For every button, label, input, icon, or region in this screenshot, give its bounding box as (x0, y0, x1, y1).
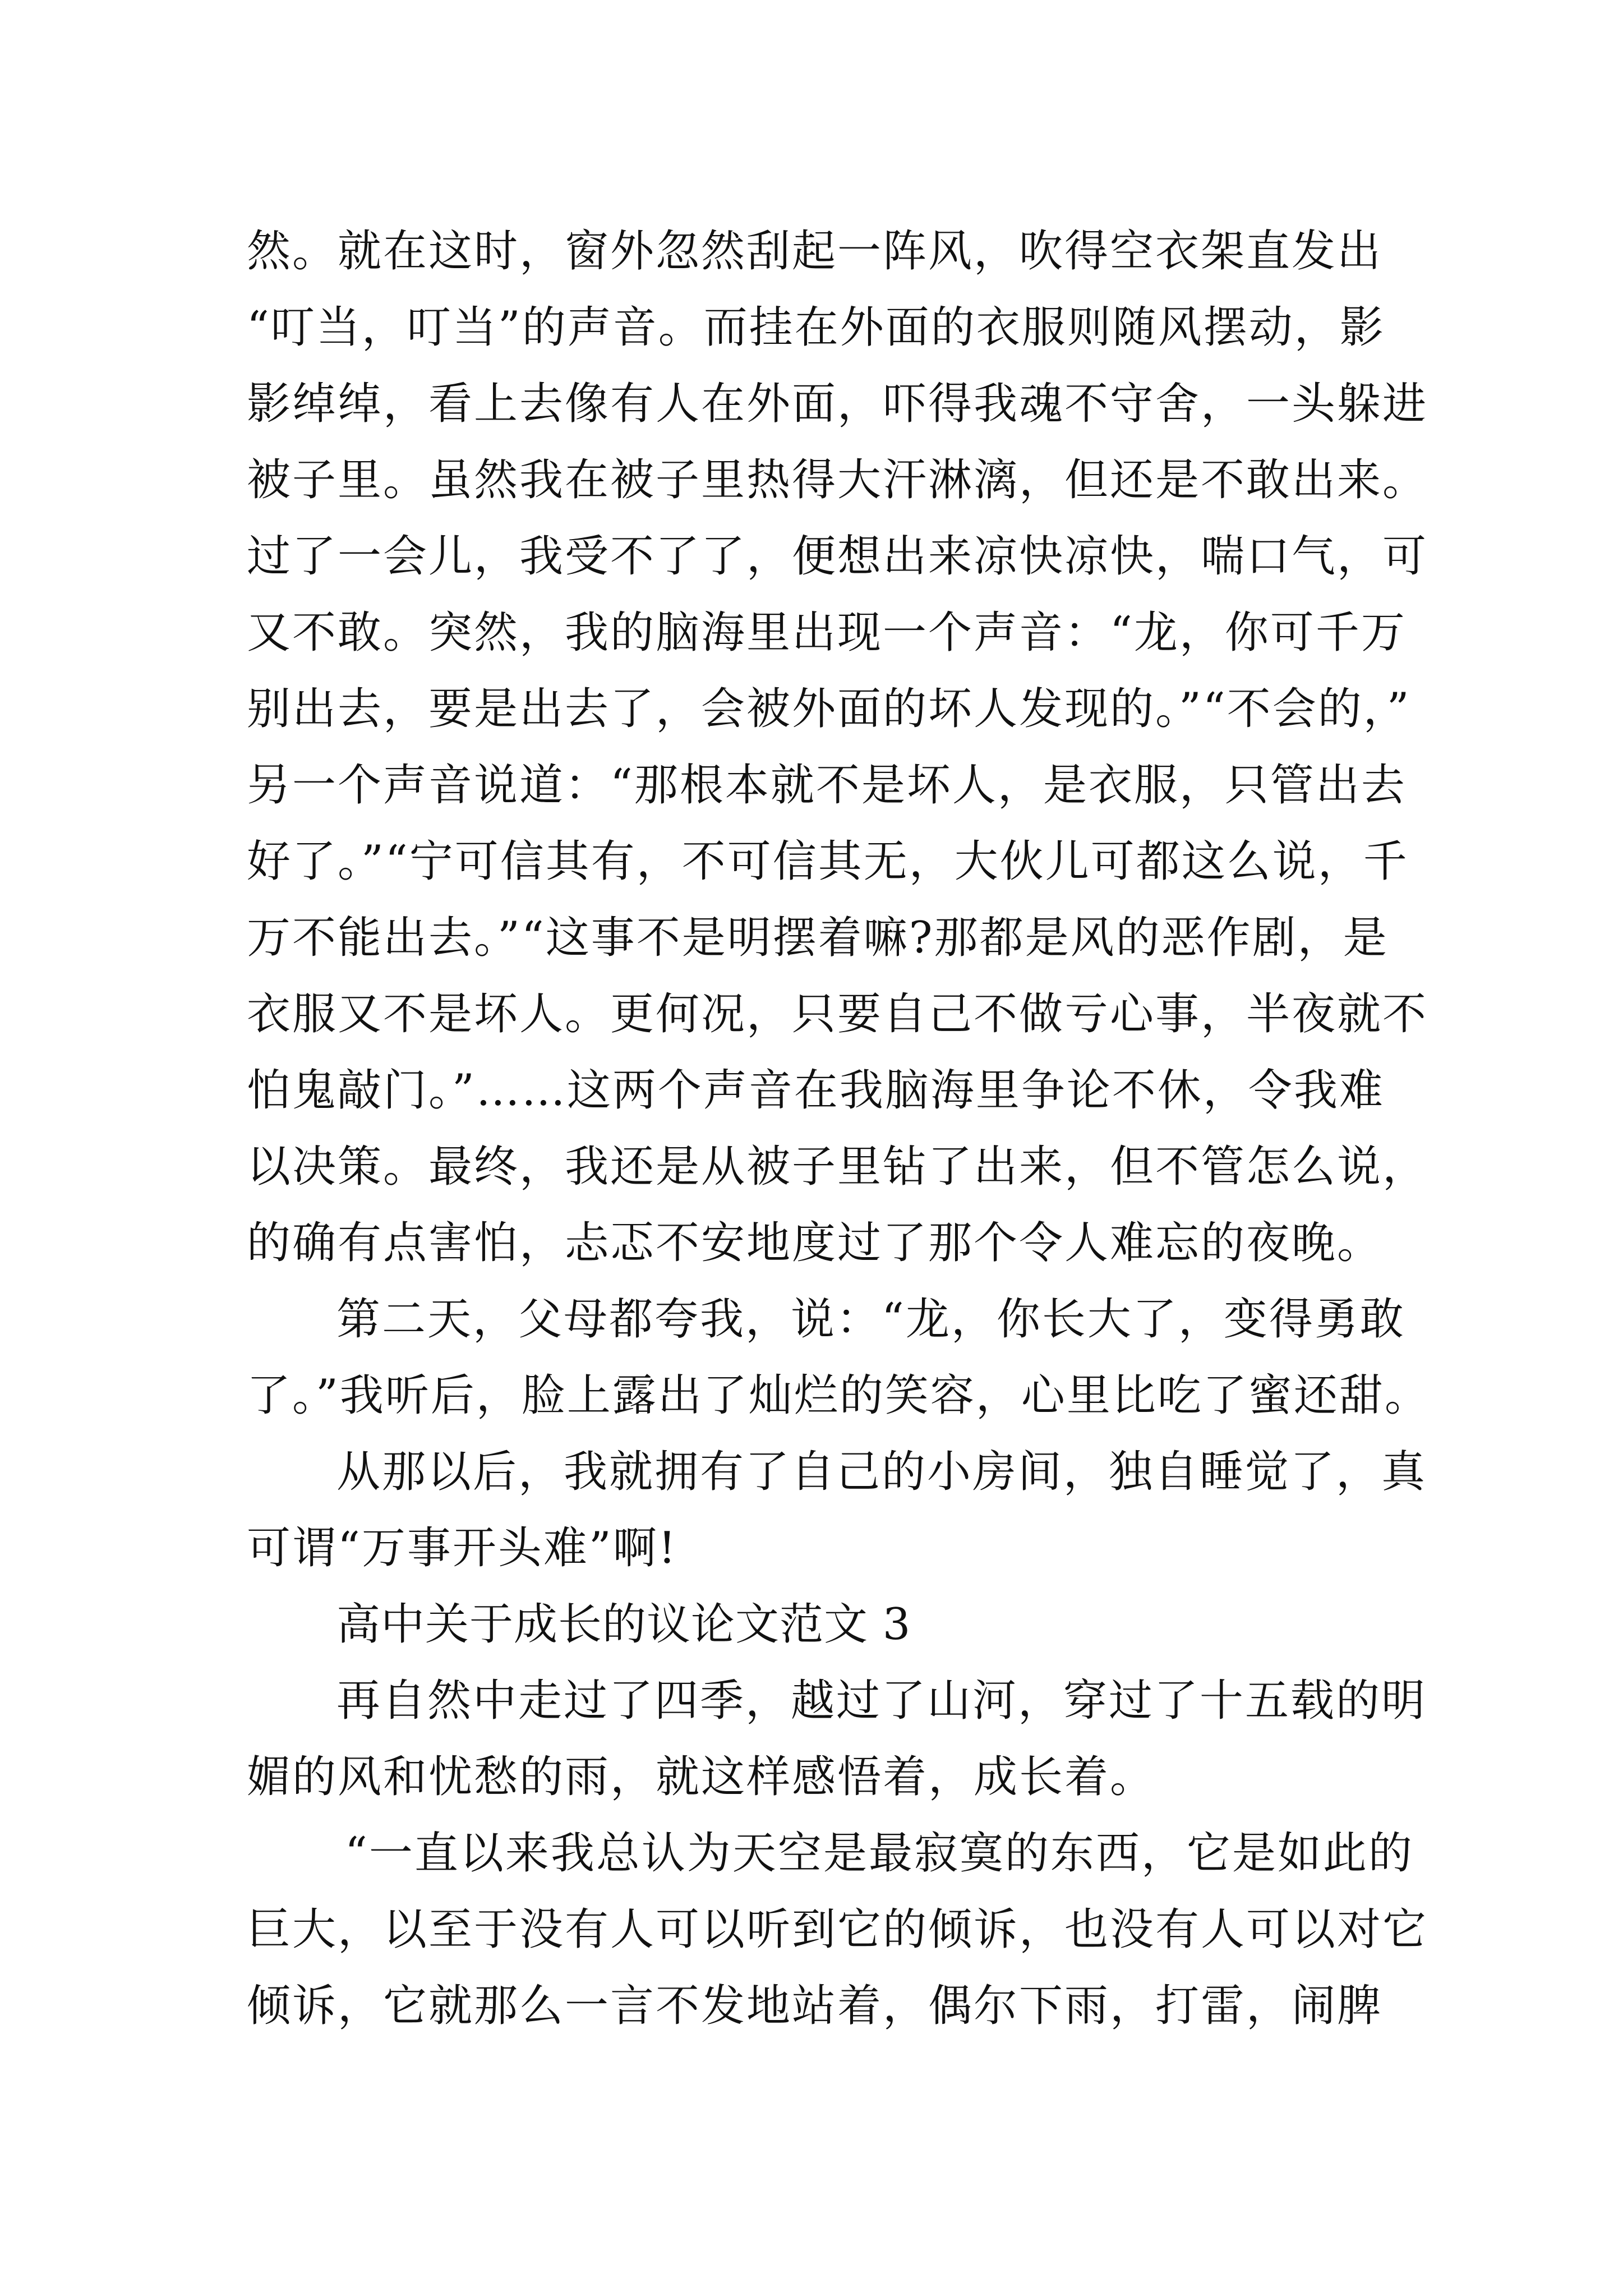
text-line: 别出去，要是出去了，会被外面的坏人发现的。”“不会的，” (247, 684, 1411, 734)
paragraph-start-line: 第二天，父母都夸我，说：“龙，你长大了，变得勇敢 (336, 1294, 1405, 1345)
text-line: 倾诉，它就那么一言不发地站着，偶尔下雨，打雷，闹脾 (247, 1981, 1383, 2031)
paragraph-start-line: 再自然中走过了四季，越过了山河，穿过了十五载的明 (336, 1676, 1427, 1726)
paragraph-start-line: “一直以来我总认为天空是最寂寞的东西，它是如此的 (345, 1828, 1414, 1879)
text-line: 又不敢。突然，我的脑海里出现一个声音：“龙，你可千万 (247, 608, 1407, 658)
text-line: 巨大，以至于没有人可以听到它的倾诉，也没有人可以对它 (247, 1904, 1428, 1955)
document-body (247, 213, 1430, 2044)
text-line: 另一个声音说道：“那根本就不是坏人，是衣服，只管出去 (247, 760, 1407, 811)
text-line: 怕鬼敲门。”……这两个声音在我脑海里争论不休，令我难 (247, 1065, 1385, 1116)
text-line: 然。就在这时，窗外忽然刮起一阵风，吹得空衣架直发出 (247, 226, 1383, 277)
text-line: 好了。”“宁可信其有，不可信其无，大伙儿可都这么说，千 (247, 836, 1409, 887)
text-line: 可谓“万事开头难”啊! (247, 1523, 678, 1573)
text-line: 被子里。虽然我在被子里热得大汗淋漓，但还是不敢出来。 (247, 455, 1428, 505)
text-line: 媚的风和忧愁的雨，就这样感悟着，成长着。 (247, 1752, 1156, 1802)
text-line: 了。”我听后，脸上露出了灿烂的笑容，心里比吃了蜜还甜。 (247, 1370, 1430, 1421)
text-line: 的确有点害怕，忐忑不安地度过了那个令人难忘的夜晚。 (247, 1218, 1383, 1268)
paragraph-start-line: 从那以后，我就拥有了自己的小房间，独自睡觉了，真 (336, 1447, 1427, 1497)
text-line: 衣服又不是坏人。更何况，只要自己不做亏心事，半夜就不 (247, 989, 1428, 1039)
text-line: “叮当，叮当”的声音。而挂在外面的衣服则随风摆动，影 (247, 302, 1385, 353)
text-line: 万不能出去。”“这事不是明摆着嘛?那都是风的恶作剧，是 (247, 913, 1389, 963)
text-line: 过了一会儿，我受不了了，便想出来凉快凉快，喘口气，可 (247, 531, 1428, 582)
section-heading: 高中关于成长的议论文范文 3 (336, 1599, 911, 1650)
text-line: 以决策。最终，我还是从被子里钻了出来，但不管怎么说， (247, 1142, 1428, 1192)
text-line: 影绰绰，看上去像有人在外面，吓得我魂不守舍，一头躲进 (247, 379, 1428, 429)
